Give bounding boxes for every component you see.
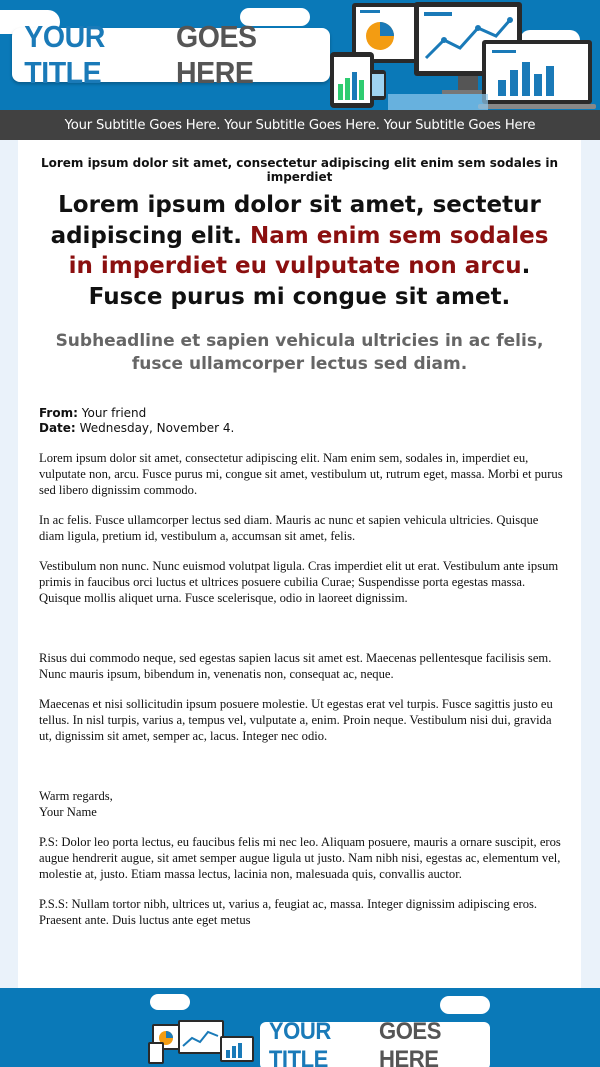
signoff: Warm regards, <box>39 789 113 803</box>
footer-title-part-1: YOUR TITLE <box>268 1018 331 1067</box>
headline-part-1: Lorem ipsum dolor sit amet, sectetur adipiscing elit. <box>50 192 541 249</box>
subheadline: Subheadline et sapien vehicula ultricies in ac felis, fusce ullamcorper lectus sed diam. <box>55 331 544 374</box>
cloud-decoration <box>150 994 190 1010</box>
headline-highlight: Nam enim sem sodales in imperdiet eu vulputate non arcu <box>68 222 549 279</box>
letter-content <box>18 140 581 988</box>
devices-illustration-small <box>148 1018 258 1067</box>
letter-body <box>39 450 564 942</box>
footer-banner <box>0 988 600 1067</box>
title-part-2: GOES HERE <box>175 19 257 90</box>
body-paragraph: Maecenas et nisi sollicitudin ipsum posuere molestie. Ut egestas erat vel turpis. Fusce sagittis justo eu tellus. In nisl turpis, varius a, tempus vel, vulputate a, enim. Proin neque. Vestibulum nisi dui, gravida ut, dignissim sit amet, semper ac, lacus. Integer nec odio. <box>39 697 553 743</box>
headline <box>38 190 561 312</box>
body-paragraph: Vestibulum non nunc. Nunc euismod volutpat ligula. Cras imperdiet elit ut erat. Vestibulum ante ipsum primis in faucibus orci luctus et ultrices posuere cubilia Curae; Suspendisse porta egestas massa. Quisque mollis aliquet urna. Fusce scelerisque, odio in laoreet dignissim. <box>39 559 559 605</box>
subtitle-bar <box>0 110 600 140</box>
from-line <box>39 406 234 421</box>
signature-name: Your Name <box>39 805 97 819</box>
footer-title <box>260 1018 490 1067</box>
body-paragraph: Risus dui commodo neque, sed egestas sapien lacus sit amet est. Maecenas pellentesque facilisis sem. Nunc mauris ipsum, bibendum in, venenatis non, consequat ac, neque. <box>39 651 552 681</box>
title-part-1: YOUR TITLE <box>24 19 105 90</box>
body-paragraph: In ac felis. Fusce ullamcorper lectus sed diam. Mauris ac nunc et sapien vehicula ultricies. Quisque diam ligula, pretium id, vestibulum a, accumsan sit amet, felis. <box>39 513 539 543</box>
date-line <box>39 421 234 436</box>
headline-part-2: . Fusce purus mi congue sit amet. <box>88 253 531 310</box>
cloud-decoration <box>440 996 490 1014</box>
signature-block <box>39 788 564 820</box>
subtitle-text: Your Subtitle Goes Here. Your Subtitle Goes Here. Your Subtitle Goes Here <box>64 117 536 133</box>
page-title <box>12 19 330 90</box>
from-label: From: <box>39 406 78 420</box>
letter-meta <box>39 406 234 436</box>
from-value: Your friend <box>81 406 147 420</box>
date-label: Date: <box>39 421 76 435</box>
date-value: Wednesday, November 4. <box>79 421 235 435</box>
devices-illustration <box>328 0 600 110</box>
footer-title-part-2: GOES HERE <box>378 1018 441 1067</box>
postscript-2: P.S.S: Nullam tortor nibh, ultrices ut, varius a, feugiat ac, massa. Integer dignissim adipiscing eros. Praesent ante. Duis luctus ante eget metus <box>39 897 538 927</box>
body-paragraph: Lorem ipsum dolor sit amet, consectetur adipiscing elit. Nam enim sem, sodales in, imperdiet eu, vulputate non, arcu. Fusce purus mi, congue sit amet, vestibulum ut, rutrum eget, massa. Morbi et purus sed libero dignissim commodo. <box>39 451 563 497</box>
header-banner <box>0 0 600 110</box>
intro-line: Lorem ipsum dolor sit amet, consectetur adipiscing elit enim sem sodales in imperdiet <box>40 156 559 184</box>
postscript: P.S: Dolor leo porta lectus, eu faucibus felis mi nec leo. Aliquam posuere, mauris a ornare suscipit, eros augue hendrerit augue, sit amet semper augue ligula ut justo. Nam nibh nisi, egestas ac, elementum vel, molestie at, justo. Etiam massa lectus, lacinia non, malesuada quis, convallis auctor. <box>39 835 561 881</box>
